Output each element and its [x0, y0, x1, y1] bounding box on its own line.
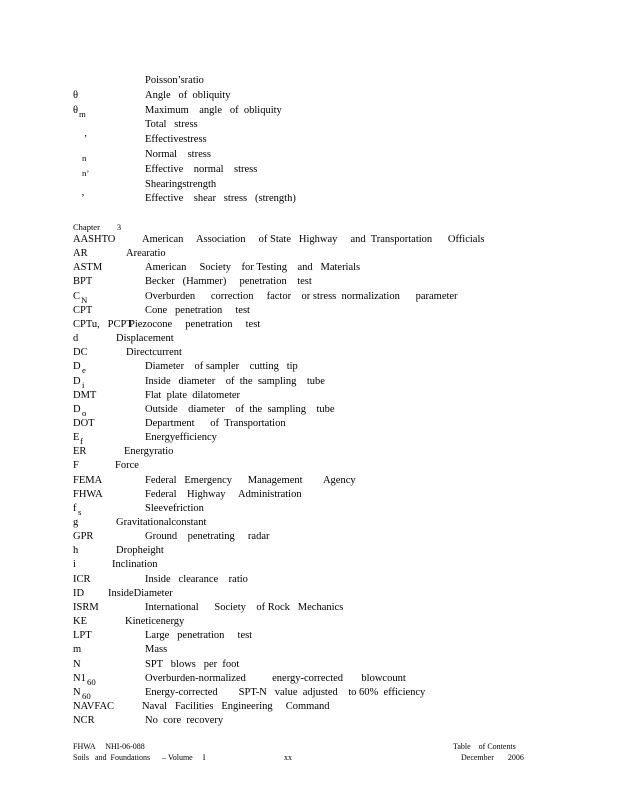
term-symbol: DC	[73, 347, 88, 359]
term-definition: American Society for Testing and Materials	[145, 262, 361, 274]
term-symbol: ISRM	[73, 601, 99, 613]
term-definition: Naval Facilities Engineering Command	[142, 700, 330, 712]
term-definition: Outside diameter of the sampling tube	[145, 403, 335, 415]
term-subscript: e	[82, 365, 86, 376]
term-definition: Sleevefriction	[145, 502, 204, 514]
term-definition: Mass	[145, 644, 168, 656]
term-definition: Cone penetration test	[145, 304, 250, 316]
term-definition: American Association of State Highway and Transportation Officials	[142, 234, 485, 245]
term-definition: InsideDiameter	[108, 587, 173, 599]
term-definition: Federal Emergency Management Agency	[145, 474, 356, 486]
term-symbol: ICR	[73, 573, 91, 585]
term-definition: Dropheight	[116, 545, 164, 557]
term-definition: Total stress	[145, 119, 198, 131]
term-symbol: CPTu, PCPT	[73, 318, 133, 330]
term-definition: Flat plate dilatometer	[145, 389, 241, 401]
term-symbol: ASTM	[73, 262, 103, 274]
term-subscript: n’	[82, 167, 90, 178]
term-definition: Shearingstrength	[145, 178, 217, 190]
term-definition: Energy-corrected SPT-N value adjusted to 60% efficiency	[145, 686, 426, 698]
term-symbol: CPT	[73, 304, 93, 316]
term-symbol: NAVFAC	[73, 700, 115, 712]
term-definition: Large penetration test	[145, 630, 253, 642]
term-definition: Piezocone penetration test	[129, 318, 261, 330]
term-symbol:  ’	[73, 193, 85, 205]
term-definition: Directcurrent	[126, 347, 182, 359]
term-symbol: DMT	[73, 389, 97, 401]
term-subscript: N	[81, 294, 88, 305]
term-symbol: θ	[73, 89, 79, 101]
footer-page-number: xx	[284, 753, 292, 762]
term-symbol: AR	[73, 248, 88, 260]
term-symbol:  	[73, 75, 82, 86]
footer-date: December 2006	[461, 753, 524, 762]
term-subscript: 60	[82, 690, 91, 701]
term-symbol: D	[73, 361, 81, 373]
term-symbol: N1	[73, 672, 86, 684]
term-definition: Maximum angle of obliquity	[145, 104, 282, 116]
term-symbol: FEMA	[73, 474, 103, 486]
term-symbol: m	[73, 644, 82, 656]
term-definition: International Society of Rock Mechanics	[145, 601, 344, 613]
term-definition: Force	[115, 460, 139, 472]
term-symbol: GPR	[73, 531, 94, 543]
term-symbol: f	[73, 502, 77, 514]
term-definition: Kineticenergy	[125, 616, 185, 628]
term-symbol: i	[73, 559, 76, 571]
footer-section: Table of Contents	[453, 742, 516, 751]
term-definition: Becker (Hammer) penetration test	[145, 276, 312, 288]
term-symbol:  	[73, 178, 82, 190]
term-definition: Overburden-normalized energy-corrected blowcount	[145, 672, 406, 684]
term-definition: Ground penetrating radar	[145, 531, 270, 543]
term-symbol: AASHTO	[73, 234, 116, 245]
term-definition: Poisson’sratio	[145, 75, 204, 86]
term-symbol: LPT	[73, 630, 92, 642]
footer-doc-id: FHWA NHI-06-088	[73, 742, 145, 751]
term-definition: Effectivestress	[145, 134, 207, 146]
term-symbol: FHWA	[73, 488, 103, 500]
term-symbol: KE	[73, 616, 87, 628]
term-symbol: NCR	[73, 715, 95, 727]
term-definition: Inside clearance ratio	[145, 573, 248, 585]
term-definition: Energyefficiency	[145, 432, 217, 444]
term-symbol: h	[73, 545, 79, 557]
term-symbol: d	[73, 333, 79, 345]
term-definition: Inclination	[112, 559, 158, 571]
term-symbol: N	[73, 658, 81, 670]
term-symbol: N	[73, 686, 81, 698]
term-symbol: g	[73, 517, 79, 528]
term-subscript: m	[79, 108, 86, 119]
term-definition: Department of Transportation	[145, 417, 286, 429]
term-symbol: D	[73, 375, 81, 387]
term-symbol: BPT	[73, 276, 93, 288]
term-definition: Effective shear stress (strength)	[145, 193, 296, 205]
term-definition: Overburden correction factor or stress normalization parameter	[145, 290, 458, 302]
term-symbol: ER	[73, 446, 87, 458]
term-definition: Angle of obliquity	[145, 89, 231, 101]
term-symbol: C	[73, 290, 81, 302]
term-definition: Normal stress	[145, 149, 211, 160]
term-symbol: DOT	[73, 417, 95, 429]
term-definition: Arearatio	[126, 248, 166, 260]
term-subscript: n	[82, 153, 87, 163]
term-definition: Displacement	[116, 333, 174, 345]
term-subscript: s	[78, 506, 82, 517]
chapter-heading: Chapter 3	[73, 222, 122, 232]
term-definition: No core recovery	[145, 715, 224, 727]
term-definition: Diameter of sampler cutting tip	[145, 361, 298, 373]
term-symbol: F	[73, 460, 79, 472]
term-symbol: θ	[73, 104, 79, 116]
term-definition: Inside diameter of the sampling tube	[145, 375, 325, 387]
footer-doc-title: Soils and Foundations – Volume I	[73, 753, 206, 762]
term-symbol: ID	[73, 587, 85, 599]
term-symbol:  	[73, 149, 82, 160]
term-symbol: D	[73, 403, 81, 415]
term-definition: Effective normal stress	[145, 163, 258, 175]
term-subscript: f	[80, 436, 83, 447]
term-symbol:   ’	[73, 134, 88, 146]
term-symbol: E	[73, 432, 80, 444]
term-symbol:  	[73, 119, 82, 131]
term-definition: Energyratio	[124, 446, 174, 458]
term-subscript: o	[82, 407, 87, 418]
term-definition: Gravitationalconstant	[116, 517, 207, 528]
term-subscript: i	[82, 379, 85, 390]
term-definition: Federal Highway Administration	[145, 488, 302, 500]
term-subscript: 60	[87, 676, 96, 687]
term-symbol:  	[73, 163, 82, 175]
term-definition: SPT blows per foot	[145, 658, 240, 670]
